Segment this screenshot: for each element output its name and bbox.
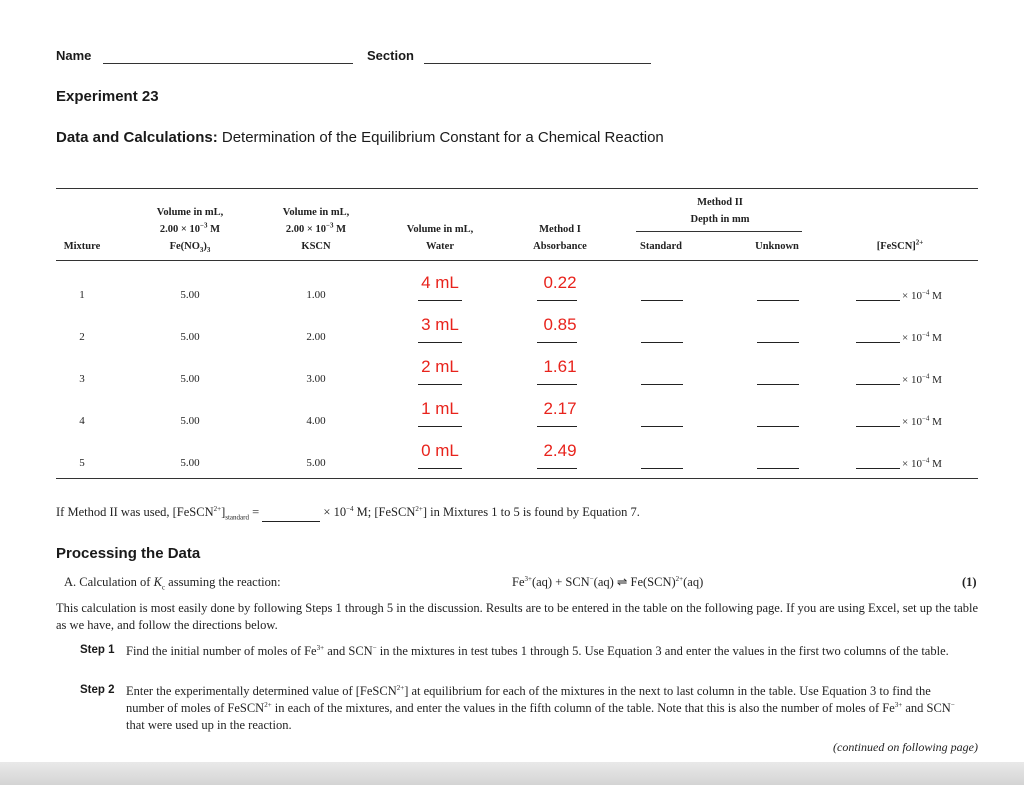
unknown-blank-line[interactable]: [757, 468, 799, 469]
water-blank-line[interactable]: [418, 342, 462, 343]
standard-blank-line[interactable]: [641, 384, 683, 385]
mixture-cell: 5: [79, 457, 85, 469]
absorbance-blank-line[interactable]: [537, 384, 577, 385]
standard-blank-line[interactable]: [641, 426, 683, 427]
step1-label: Step 1: [80, 644, 115, 656]
kscn-volume-cell: 2.00: [306, 331, 326, 343]
calc-kc-label: A. Calculation of $K_c$ assuming the reaction:: [64, 575, 281, 592]
col-header-mixture: Mixture: [63, 241, 101, 252]
page-title: [56, 129, 664, 146]
water-volume-entry[interactable]: 3 mL: [421, 315, 459, 334]
equation-number: (1): [962, 575, 977, 589]
step2-label: Step 2: [80, 684, 115, 696]
unknown-blank-line[interactable]: [757, 342, 799, 343]
col-header-water: Volume in mL, Water: [406, 224, 474, 252]
unknown-blank-line[interactable]: [757, 300, 799, 301]
standard-blank-line[interactable]: [641, 300, 683, 301]
mixture-cell: 2: [79, 331, 85, 343]
fe-volume-cell: 5.00: [180, 331, 200, 343]
processing-heading: Processing the Data: [56, 545, 201, 562]
section-label: Section: [367, 48, 414, 63]
viewer-bottom-bar: [0, 762, 1024, 785]
conc-blank-line[interactable]: [856, 426, 900, 427]
section-field[interactable]: [424, 63, 651, 64]
standard-blank-line[interactable]: [641, 468, 683, 469]
fe-volume-cell: 5.00: [180, 289, 200, 301]
col-header-kscn: Volume in mL, $2.00 \times 10^{-3}$ M KSCN: [282, 207, 350, 252]
conc-unit-label: × $10^{-4}$ M: [902, 414, 942, 428]
col-header-fe: Volume in mL, $2.00 \times 10^{-3}$ M $Fe(NO_3)_3$: [156, 207, 224, 255]
absorbance-blank-line[interactable]: [537, 426, 577, 427]
conc-unit-label: × $10^{-4}$ M: [902, 288, 942, 302]
page-title-rest: Determination of the Equilibrium Constant for a Chemical Reaction: [221, 129, 664, 146]
conc-blank-line[interactable]: [856, 468, 900, 469]
water-blank-line[interactable]: [418, 426, 462, 427]
equilibrium-arrow-icon: ⇌: [616, 575, 628, 589]
table-bottom-rule: [56, 478, 978, 479]
absorbance-entry[interactable]: 1.61: [543, 357, 577, 376]
reaction-equation: $Fe^{3+}(aq) + SCN^-(aq)$ ⇌ Fe(SCN)$^{2+}$(aq): [512, 574, 704, 589]
col-header-method1: Method I Absorbance: [533, 224, 587, 252]
instructions-paragraph: This calculation is most easily done by following Steps 1 through 5 in the discussion. Results are to be entered in the table on the following page. If you are using Excel, set up the table as we have, and follow the directions below.: [56, 601, 979, 632]
absorbance-entry[interactable]: 0.85: [543, 315, 577, 334]
col-header-unknown: Unknown: [755, 241, 799, 252]
absorbance-entry[interactable]: 2.17: [543, 399, 577, 418]
absorbance-blank-line[interactable]: [537, 342, 577, 343]
absorbance-blank-line[interactable]: [537, 300, 577, 301]
page-title-bold: Data and Calculations:: [56, 129, 218, 146]
water-blank-line[interactable]: [418, 300, 462, 301]
kscn-volume-cell: 4.00: [306, 415, 326, 427]
conc-blank-line[interactable]: [856, 384, 900, 385]
water-volume-entry[interactable]: 1 mL: [421, 399, 459, 418]
conc-unit-label: × $10^{-4}$ M: [902, 456, 942, 470]
unknown-blank-line[interactable]: [757, 426, 799, 427]
continued-note: (continued on following page): [833, 740, 978, 754]
kscn-volume-cell: 3.00: [306, 373, 326, 385]
mixture-cell: 3: [79, 373, 85, 385]
fe-volume-cell: 5.00: [180, 415, 200, 427]
standard-blank-line[interactable]: [641, 342, 683, 343]
experiment-title: Experiment 23: [56, 88, 159, 105]
col-header-conc: [FeSCN]$^{2+}$: [876, 238, 924, 252]
water-blank-line[interactable]: [418, 468, 462, 469]
step1-text: Find the initial number of moles of $Fe^{3+}$ and SCN− in the mixtures in test tubes 1 through 5. Use Equation 3 and enter the values in the first two columns of the table.: [126, 643, 949, 658]
name-field[interactable]: [103, 63, 353, 64]
method2-rule: [636, 231, 802, 232]
absorbance-blank-line[interactable]: [537, 468, 577, 469]
mixture-cell: 1: [79, 289, 85, 301]
kscn-volume-cell: 1.00: [306, 289, 326, 301]
water-blank-line[interactable]: [418, 384, 462, 385]
absorbance-entry[interactable]: 0.22: [543, 273, 577, 292]
name-label: Name: [56, 48, 92, 63]
col-header-standard: Standard: [639, 241, 682, 252]
conc-unit-label: × $10^{-4}$ M: [902, 372, 942, 386]
conc-blank-line[interactable]: [856, 300, 900, 301]
unknown-blank-line[interactable]: [757, 384, 799, 385]
mixture-cell: 4: [79, 415, 85, 427]
water-volume-entry[interactable]: 4 mL: [421, 273, 459, 292]
kscn-volume-cell: 5.00: [306, 457, 326, 469]
fe-volume-cell: 5.00: [180, 373, 200, 385]
absorbance-entry[interactable]: 2.49: [543, 441, 577, 460]
conc-unit-label: × $10^{-4}$ M: [902, 330, 942, 344]
water-volume-entry[interactable]: 0 mL: [421, 441, 459, 460]
table-top-rule: [56, 188, 978, 189]
method2-note: If Method II was used, $[FeSCN^{2+}]_{standard}$ = × $10^{-4}$ M; [FeSCN$^{2+}$] in Mixtures 1 to 5 is found by Equation 7.: [56, 504, 640, 522]
conc-blank-line[interactable]: [856, 342, 900, 343]
step2-text: Enter the experimentally determined value of [FeSCN$^{2+}$] at equilibrium for each of the mixtures in the next to last column in the table. Use Equation 3 to find the number of moles of FeSCN$^{2+}$ in each of the mixtures, and enter the values in the fifth column of the table. Note that this is also the number of moles of $Fe^{3+}$ and SCN− that were used up in the reaction.: [126, 683, 955, 732]
table-header-rule: [56, 260, 978, 261]
col-header-method2: Method II Depth in mm: [690, 197, 750, 225]
fe-volume-cell: 5.00: [180, 457, 200, 469]
water-volume-entry[interactable]: 2 mL: [421, 357, 459, 376]
standard-conc-blank[interactable]: [262, 504, 320, 522]
